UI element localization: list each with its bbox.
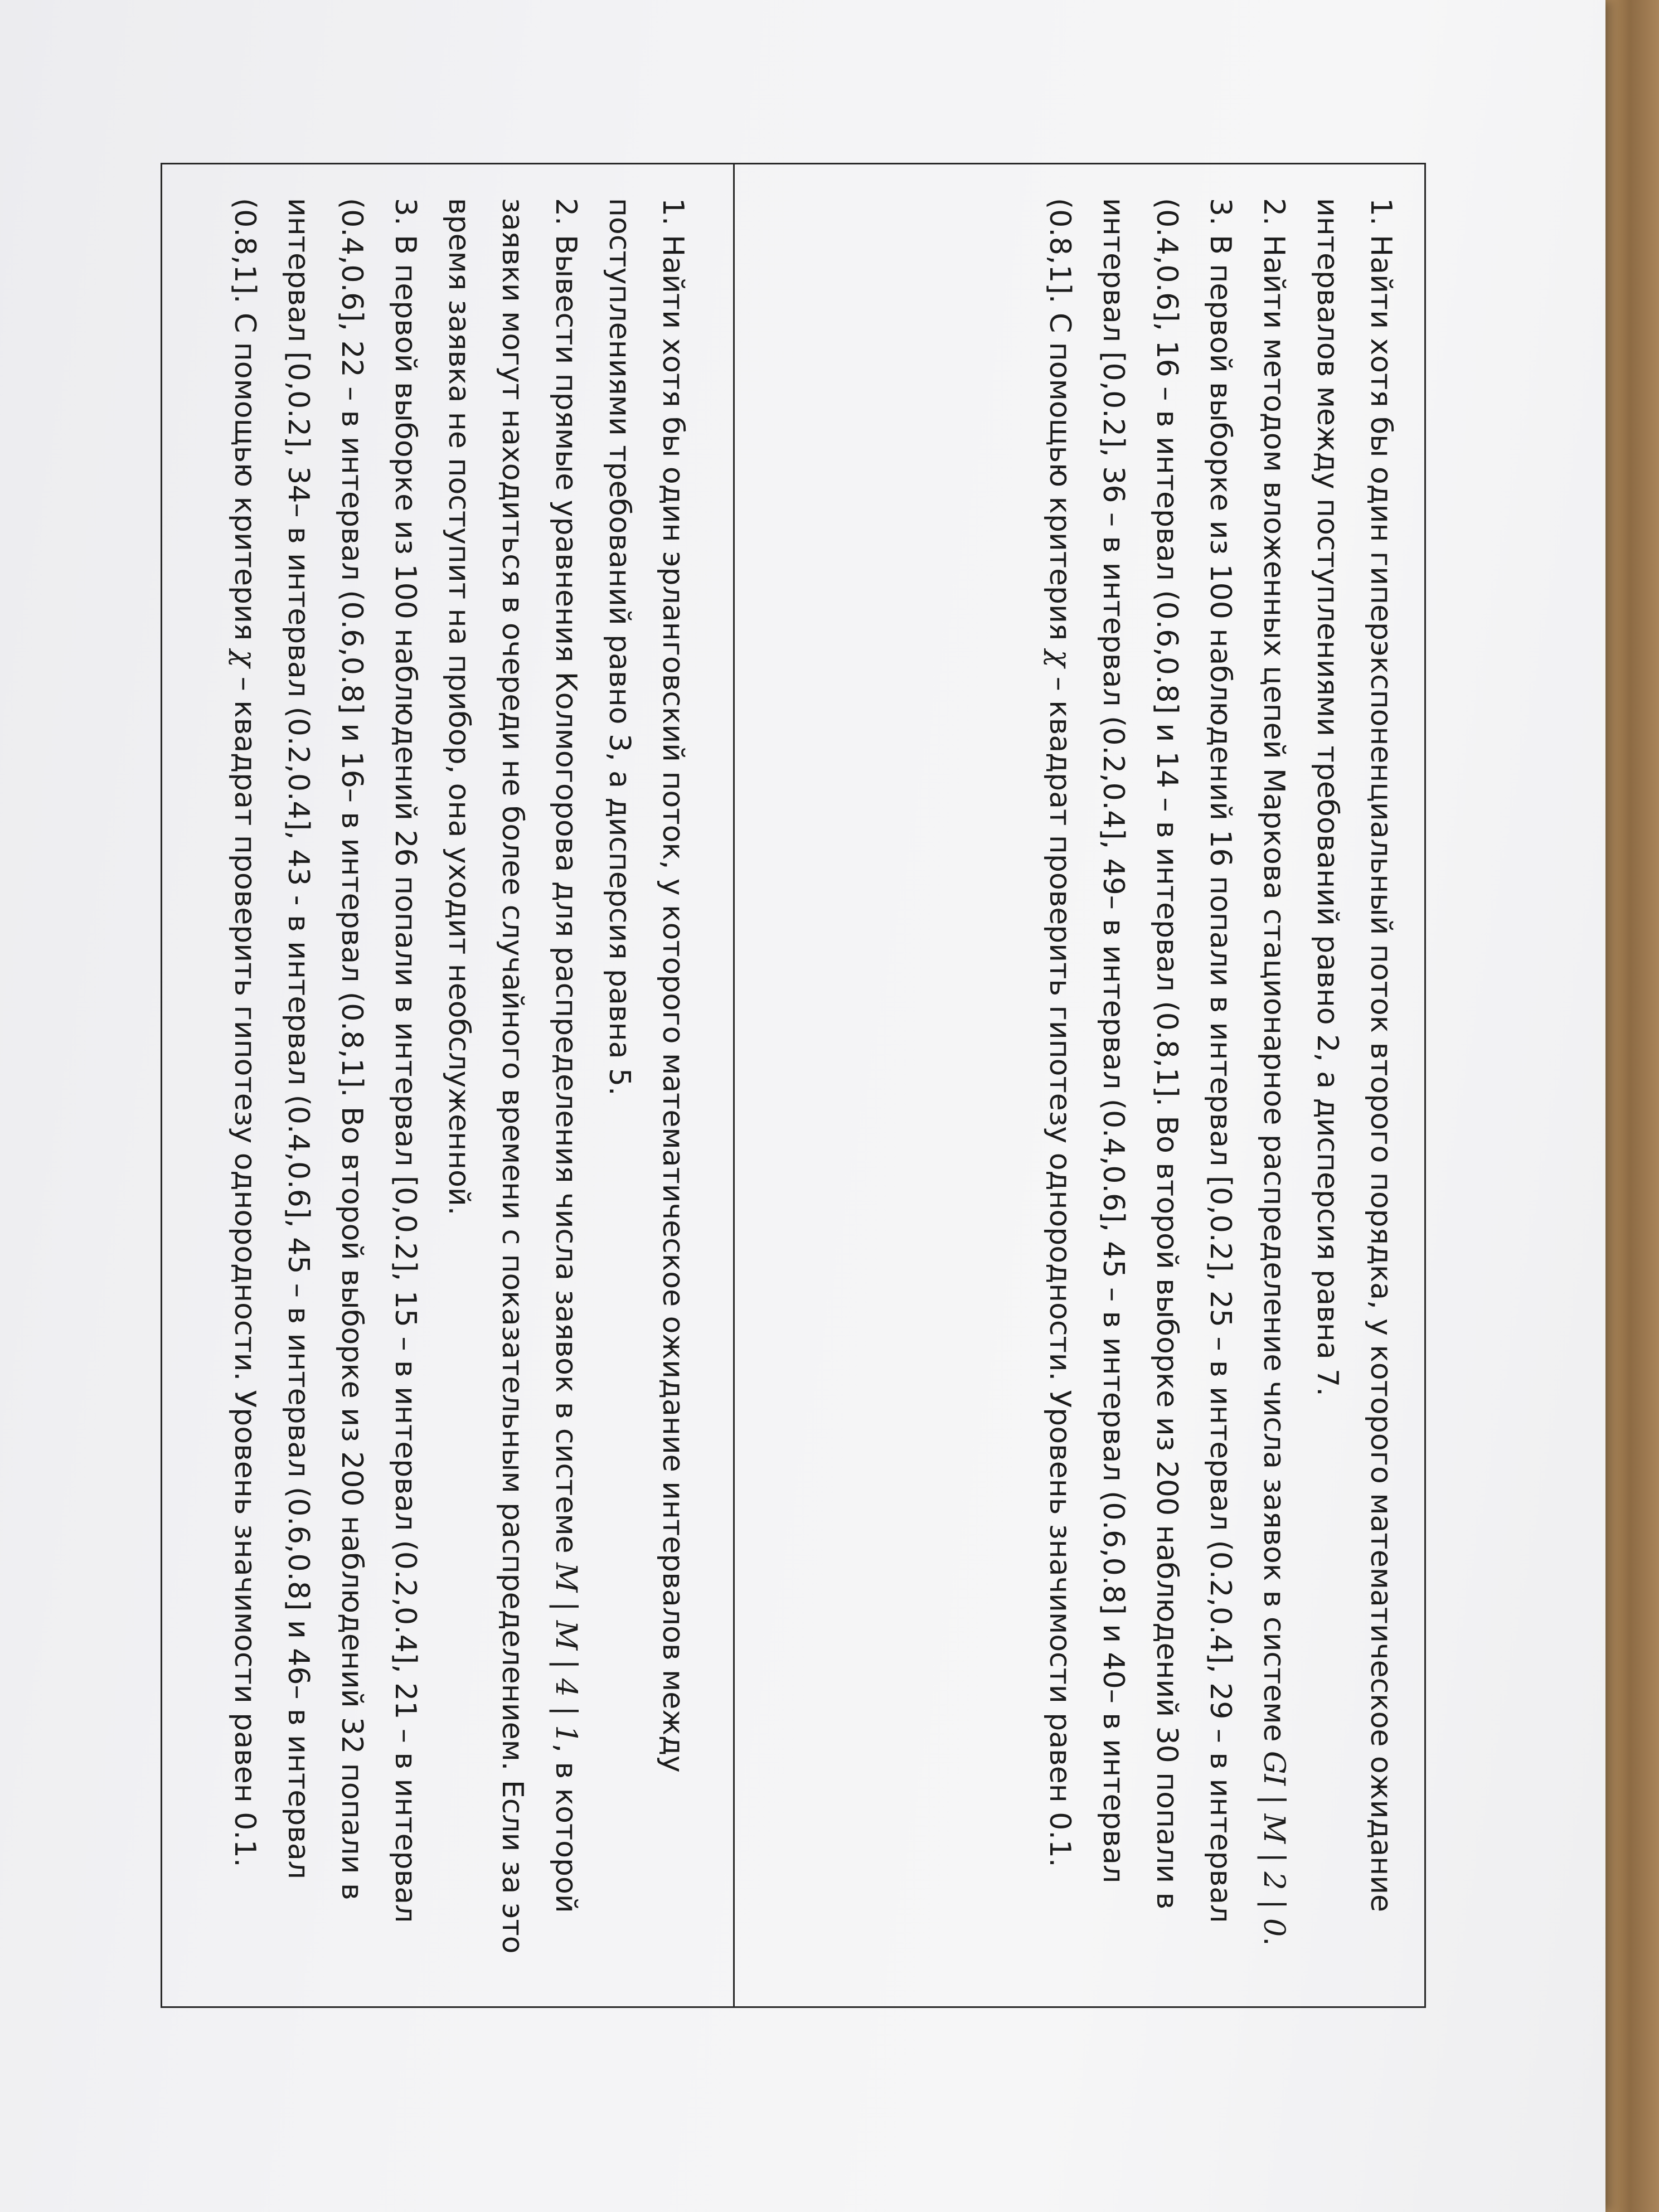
variant-1-task-3-text: 3. В первой выборке из 100 наблюдений 16 попали в интервал [0,0.2], 25 – в интервал (0.2,0.4], 29 – в интервал (0.4,0.6], 16 – в интервал (0.6,0.8] и 14 – в интервал (0.8,1]. Во второй выборке из 200 наблюдений 30 попали в интервал [0,0.2], 36 – в интервал (0.2,0.4], 49– в интервал (0.4,0.6], 45 – в интервал (0.6,0.8] и 40– в интервал (0.8,1]. С помощью критерия: [1043, 198, 1237, 1923]
variant-2-task-1: 1. Найти хотя бы один эрланговский поток, у которого математическое ожидание интервалов между поступлениями требований равно 3, а дисперсия равна 5.: [603, 198, 690, 1773]
variant-1-cell: [733, 164, 1424, 2006]
variant-2-cell: [162, 164, 733, 2006]
variant-2-task-3-text-end: – квадрат проверить гипотезу однородности. Уровень значимости равен 0.1.: [228, 667, 261, 1867]
variant-1-task-1: 1. Найти хотя бы один гиперэкспоненциальный поток второго порядка, у которого математическое ожидание интервалов между поступлениями требований равно 2, а дисперсия равна 7.: [1311, 198, 1398, 1912]
variant-1-queue-notation: GI | M | 2 | 0: [1257, 1751, 1291, 1937]
variant-1-task-3: [1033, 198, 1247, 1973]
variant-1-chi-symbol: χ: [1043, 649, 1076, 668]
variant-2-task-2-suffix: , в которой заявки могут находиться в очереди не более случайного времени с показательным распределением. Если за это время заявка не поступит на прибор, она уходит необслуженной.: [442, 198, 583, 1954]
variant-2-task-2-text: 2. Вывести прямые уравнения Колмогорова для распределения числа заявок в системе: [549, 198, 583, 1554]
variant-2-task-3: [218, 198, 432, 1973]
variant-2-task-2: [432, 198, 593, 1973]
variant-1-task-2-text: 2. Найти методом вложенных цепей Маркова стационарное распределение числа заявок в системе: [1257, 198, 1291, 1742]
variant-1-task-3-text-end: – квадрат проверить гипотезу однородности. Уровень значимости равен 0.1.: [1043, 667, 1076, 1867]
assignment-table: [161, 163, 1426, 2008]
variant-1-task-2-suffix: .: [1257, 1937, 1291, 1946]
variant-2-chi-symbol: χ: [228, 649, 261, 668]
variant-2-task-3-text: 3. В первой выборке из 100 наблюдений 26 попали в интервал [0,0.2], 15 – в интервал (0.2,0.4], 21 – в интервал (0.4,0.6], 22 – в интервал (0.6,0.8] и 16– в интервал (0.8,1]. Во второй выборке из 200 наблюдений 32 попали в интервал [0,0.2], 34– в интервал (0.2,0.4], 43 - в интервал (0.4,0.6], 45 – в интервал (0.6,0.8] и 46– в интервал (0.8,1]. С помощью критерия: [228, 198, 422, 1923]
variant-1-task-2: [1247, 198, 1301, 1973]
variant-2-queue-notation: M | M | 4 | 1: [549, 1563, 583, 1744]
